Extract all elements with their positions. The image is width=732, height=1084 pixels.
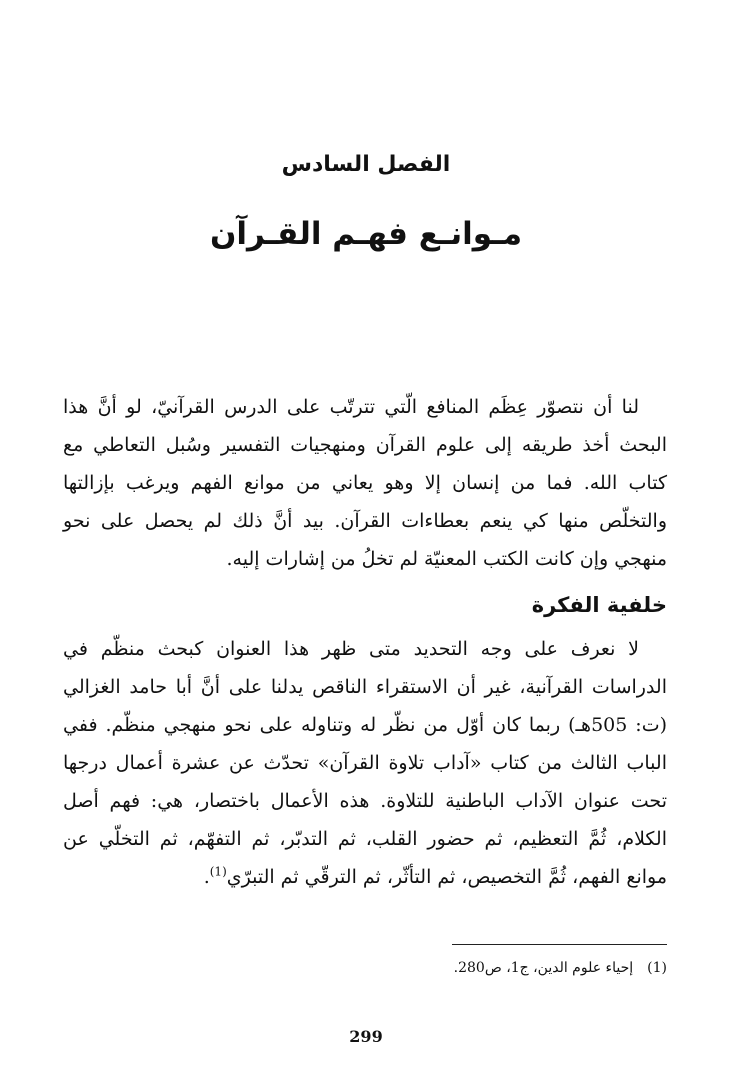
chapter-label: الفصل السادس: [281, 152, 451, 177]
footnote-text: إحياء علوم الدين، ج1، ص280.: [453, 960, 634, 976]
footnote-reference[interactable]: (1): [209, 864, 227, 879]
footnote: [63, 956, 667, 980]
page-number: 299: [349, 1027, 383, 1046]
intro-paragraph-text: لنا أن نتصوّر عِظَم المنافع الّتي تترتّب على الدرس القرآنيّ، لو أنَّ هذا البحث أخذ طريقه إلى علوم القرآن ومنهجيات التفسير وسُبل التعاطي مع كتاب الله. فما من إنسان إلا وهو يعاني من موانع الفهم ويرغب بإزالتها والتخلّص منها كي ينعم بعطاءات القرآن. بيد أنَّ ذلك لم يحصل على نحو منهجي وإن كانت الكتب المعنيّة لم تخلُ من إشارات إليه.: [63, 396, 667, 570]
intro-paragraph: [63, 388, 667, 578]
section-paragraph-text: لا نعرف على وجه التحديد متى ظهر هذا العنوان كبحث منظّم في الدراسات القرآنية، غير أن الاستقراء الناقص يدلنا على أنَّ أبا حامد الغزالي (ت: 505هـ) ربما كان أوّل من نظّر له وتناوله على نحو منهجي منظّم. ففي الباب الثالث من كتاب «آداب تلاوة القرآن» تحدّث عن عشرة أعمال درجها تحت عنوان الآداب الباطنية للتلاوة. هذه الأعمال باختصار، هي: فهم أصل الكلام، ثُمَّ التعظيم، ثم حضور القلب، ثم التدبّر، ثم التفهّم، ثم التخلّي عن موانع الفهم، ثُمَّ التخصيص، ثم التأثّر، ثم الترقّي ثم التبرّي: [63, 638, 667, 888]
section-heading: خلفية الفكرة: [531, 593, 667, 617]
section-paragraph: [63, 630, 667, 896]
footnote-number: (1): [647, 960, 667, 976]
footnote-divider: [452, 944, 667, 945]
section-paragraph-end: .: [203, 866, 210, 888]
chapter-title: مـوانـع فهـم القـرآن: [209, 216, 523, 252]
